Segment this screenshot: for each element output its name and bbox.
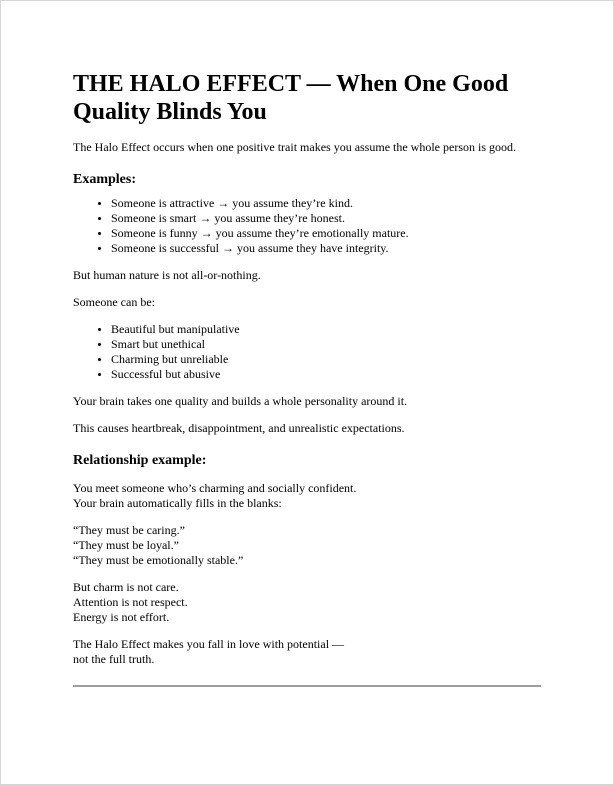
quote-line: “They must be caring.”: [73, 523, 185, 537]
quote-line: “They must be emotionally stable.”: [73, 553, 244, 567]
text-line: You meet someone who’s charming and socially confident.: [73, 481, 357, 495]
list-item: • Smart but unethical: [111, 337, 541, 352]
intro-paragraph: The Halo Effect occurs when one positive trait makes you assume the whole person is good.: [73, 140, 516, 154]
list-item: • Someone is smart → you assume they’re honest.: [111, 211, 541, 226]
causes-paragraph: This causes heartbreak, disappointment, and unrealistic expectations.: [73, 421, 405, 435]
relationship-assumptions-paragraph: [73, 523, 541, 568]
examples-heading: Examples:: [73, 172, 136, 187]
someone-can-be-lead: Someone can be:: [73, 295, 155, 309]
text-line: But charm is not care.: [73, 580, 179, 594]
list-item: • Someone is attractive → you assume they’re kind.: [111, 196, 541, 211]
text-line: not the full truth.: [73, 652, 155, 666]
relationship-contrast-paragraph: [73, 580, 541, 625]
page-title: THE HALO EFFECT — When One Good Quality Blinds You: [73, 71, 509, 125]
conclusion-paragraph: [73, 637, 541, 667]
list-item: • Successful but abusive: [111, 367, 541, 382]
text-line: The Halo Effect makes you fall in love with potential —: [73, 637, 345, 651]
human-nature-paragraph: But human nature is not all-or-nothing.: [73, 268, 261, 282]
quote-line: “They must be loyal.”: [73, 538, 179, 552]
footer-divider: [73, 685, 541, 687]
document-content: [1, 1, 613, 687]
list-item: • Beautiful but manipulative: [111, 322, 541, 337]
relationship-setup-paragraph: [73, 481, 541, 511]
examples-list: [73, 196, 541, 256]
text-line: Energy is not effort.: [73, 610, 170, 624]
text-line: Your brain automatically fills in the blanks:: [73, 496, 282, 510]
list-item: • Charming but unreliable: [111, 352, 541, 367]
someone-can-be-list: [73, 322, 541, 382]
relationship-heading: Relationship example:: [73, 453, 207, 468]
text-line: Attention is not respect.: [73, 595, 188, 609]
brain-builds-paragraph: Your brain takes one quality and builds a whole personality around it.: [73, 394, 408, 408]
list-item: • Someone is funny → you assume they’re emotionally mature.: [111, 226, 541, 241]
list-item: • Someone is successful → you assume they have integrity.: [111, 241, 541, 256]
